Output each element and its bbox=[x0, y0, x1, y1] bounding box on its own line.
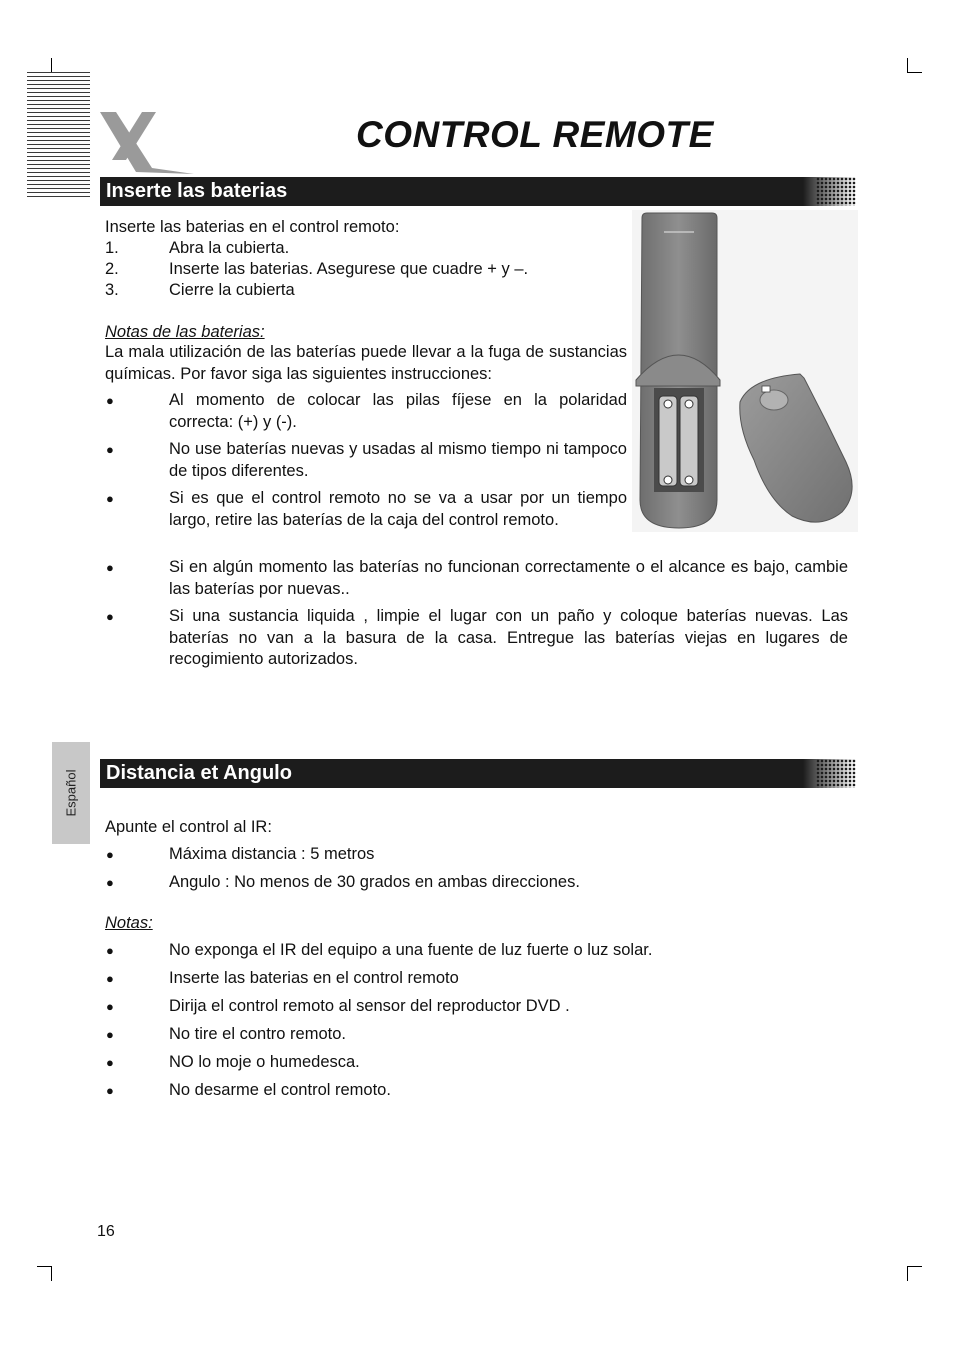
battery-notes-heading: Notas de las baterias: bbox=[105, 323, 265, 341]
section-title: Inserte las baterias bbox=[106, 180, 288, 202]
remote-battery-illustration bbox=[632, 210, 858, 532]
section-header-dots bbox=[816, 177, 856, 206]
step-number: 1. bbox=[105, 239, 119, 257]
note-text: NO lo moje o humedesca. bbox=[169, 1053, 360, 1071]
battery-bullet-text: Si una sustancia liquida , limpie el lugar con un paño y coloque baterías nuevas. Las baterías no van a la basura de la casa. Entregue las baterías viejas en lugares de recogimiento autorizados. bbox=[169, 607, 848, 668]
bullet-glyph: ● bbox=[106, 560, 114, 575]
bullet-glyph: ● bbox=[106, 1083, 114, 1098]
step-text: Cierre la cubierta bbox=[169, 281, 295, 299]
page-title: CONTROL REMOTE bbox=[356, 114, 714, 155]
battery-bullet-text: Si es que el control remoto no se va a usar por un tiempo largo, retire las baterías de la caja del control remoto. bbox=[169, 489, 627, 529]
brand-x-logo bbox=[96, 108, 196, 176]
crop-mark-top-left bbox=[37, 58, 52, 73]
note-text: No exponga el IR del equipo a una fuente de luz fuerte o luz solar. bbox=[169, 941, 653, 959]
note-text: Inserte las baterias en el control remoto bbox=[169, 969, 459, 987]
crop-mark-bottom-right bbox=[907, 1266, 922, 1281]
page-number: 16 bbox=[97, 1223, 115, 1240]
bullet-glyph: ● bbox=[106, 1055, 114, 1070]
step-text: Abra la cubierta. bbox=[169, 239, 290, 257]
section-header-distance bbox=[100, 759, 856, 788]
battery-intro: Inserte las baterias en el control remoto: bbox=[105, 218, 400, 236]
bullet-glyph: ● bbox=[106, 491, 114, 506]
bullet-glyph: ● bbox=[106, 875, 114, 890]
distance-intro: Apunte el control al IR: bbox=[105, 818, 272, 836]
crop-mark-bottom-left bbox=[37, 1266, 52, 1281]
battery-notes-intro: La mala utilización de las baterías puede llevar a la fuga de sustancias químicas. Por favor siga las siguientes instrucciones: bbox=[105, 343, 627, 383]
distance-bullet-text: Máxima distancia : 5 metros bbox=[169, 845, 375, 863]
step-text: Inserte las baterias. Asegurese que cuadre + y –. bbox=[169, 260, 529, 278]
section-header-dots bbox=[816, 759, 856, 788]
distance-bullet-text: Angulo : No menos de 30 grados en ambas direcciones. bbox=[169, 873, 580, 891]
bullet-glyph: ● bbox=[106, 943, 114, 958]
distance-notes-heading: Notas: bbox=[105, 914, 153, 932]
bullet-glyph: ● bbox=[106, 999, 114, 1014]
section-header-batteries bbox=[100, 177, 856, 206]
battery-bullet-text: Al momento de colocar las pilas fíjese en la polaridad correcta: (+) y (-). bbox=[169, 391, 627, 431]
step-number: 2. bbox=[105, 260, 119, 278]
bullet-glyph: ● bbox=[106, 971, 114, 986]
section-title: Distancia et Angulo bbox=[106, 762, 292, 784]
battery-bullet-text: No use baterías nuevas y usadas al mismo tiempo ni tampoco de tipos diferentes. bbox=[169, 440, 627, 480]
bullet-glyph: ● bbox=[106, 393, 114, 408]
crop-mark-top-right bbox=[907, 58, 922, 73]
battery-bullet-text: Si en algún momento las baterías no funcionan correctamente o el alcance es bajo, cambie las baterías por nuevas.. bbox=[169, 558, 848, 598]
bullet-glyph: ● bbox=[106, 442, 114, 457]
note-text: Dirija el control remoto al sensor del reproductor DVD . bbox=[169, 997, 570, 1015]
bullet-glyph: ● bbox=[106, 1027, 114, 1042]
bullet-glyph: ● bbox=[106, 609, 114, 624]
language-label: Español bbox=[63, 769, 79, 817]
note-text: No desarme el control remoto. bbox=[169, 1081, 391, 1099]
note-text: No tire el contro remoto. bbox=[169, 1025, 346, 1043]
bullet-glyph: ● bbox=[106, 847, 114, 862]
step-number: 3. bbox=[105, 281, 119, 299]
language-side-tab bbox=[52, 742, 90, 844]
header-stripes bbox=[27, 72, 90, 200]
